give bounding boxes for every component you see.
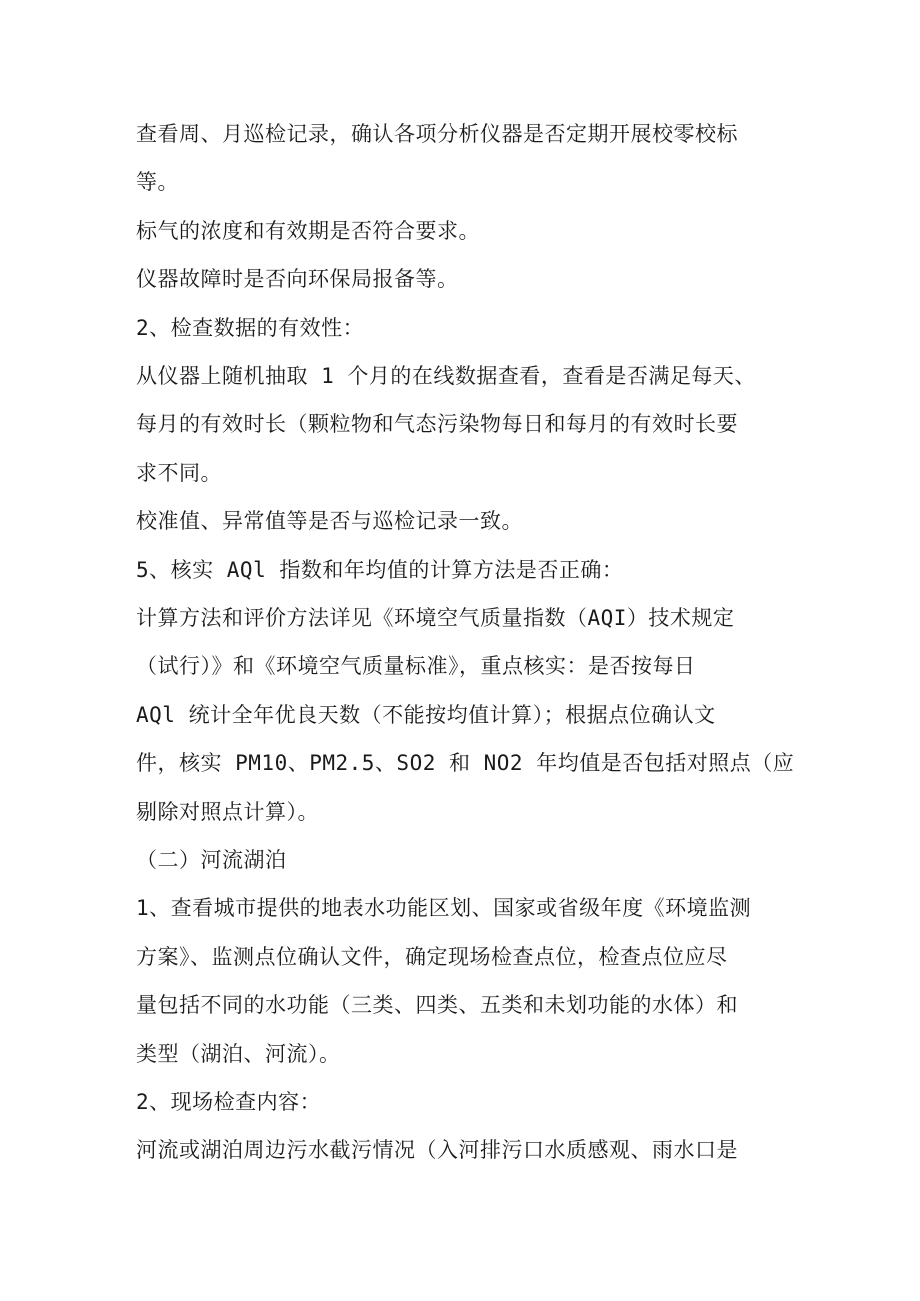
text-line: 标气的浓度和有效期是否符合要求。: [136, 219, 480, 243]
text-line: 件，核实 PM10、PM2.5、SO2 和 NO2 年均值是否包括对照点（应: [136, 751, 795, 775]
text-line: 量包括不同的水功能（三类、四类、五类和未划功能的水体）和: [136, 993, 738, 1017]
text-line: 类型（湖泊、河流）。: [136, 1042, 341, 1066]
text-line: 方案》、监测点位确认文件，确定现场检查点位，检查点位应尽: [136, 945, 728, 969]
section-heading: 2、现场检查内容：: [136, 1090, 322, 1114]
text-line: 从仪器上随机抽取 1 个月的在线数据查看，查看是否满足每天、: [136, 364, 756, 388]
text-line: 查看周、月巡检记录，确认各项分析仪器是否定期开展校零校标: [136, 122, 738, 146]
section-heading: 1、查看城市提供的地表水功能区划、国家或省级年度《环境监测: [136, 896, 752, 920]
text-line: （试行）》和《环境空气质量标准》，重点核实：是否按每日: [136, 654, 696, 678]
text-line: 河流或湖泊周边污水截污情况（入河排污口水质感观、雨水口是: [136, 1138, 738, 1162]
section-heading: （二）河流湖泊: [136, 848, 287, 872]
text-line: AQl 统计全年优良天数（不能按均值计算）；根据点位确认文: [136, 703, 716, 727]
text-line: 仪器故障时是否向环保局报备等。: [136, 267, 459, 291]
text-line: 求不同。: [136, 461, 222, 485]
section-heading: 5、核实 AQl 指数和年均值的计算方法是否正确：: [136, 558, 624, 582]
text-line: 计算方法和评价方法详见《环境空气质量指数（AQI）技术规定: [136, 606, 735, 630]
text-line: 剔除对照点计算）。: [136, 800, 319, 824]
section-heading: 2、检查数据的有效性：: [136, 316, 365, 340]
text-line: 校准值、异常值等是否与巡检记录一致。: [136, 509, 523, 533]
text-line: 每月的有效时长（颗粒物和气态污染物每日和每月的有效时长要: [136, 412, 738, 436]
text-line: 等。: [136, 170, 179, 194]
